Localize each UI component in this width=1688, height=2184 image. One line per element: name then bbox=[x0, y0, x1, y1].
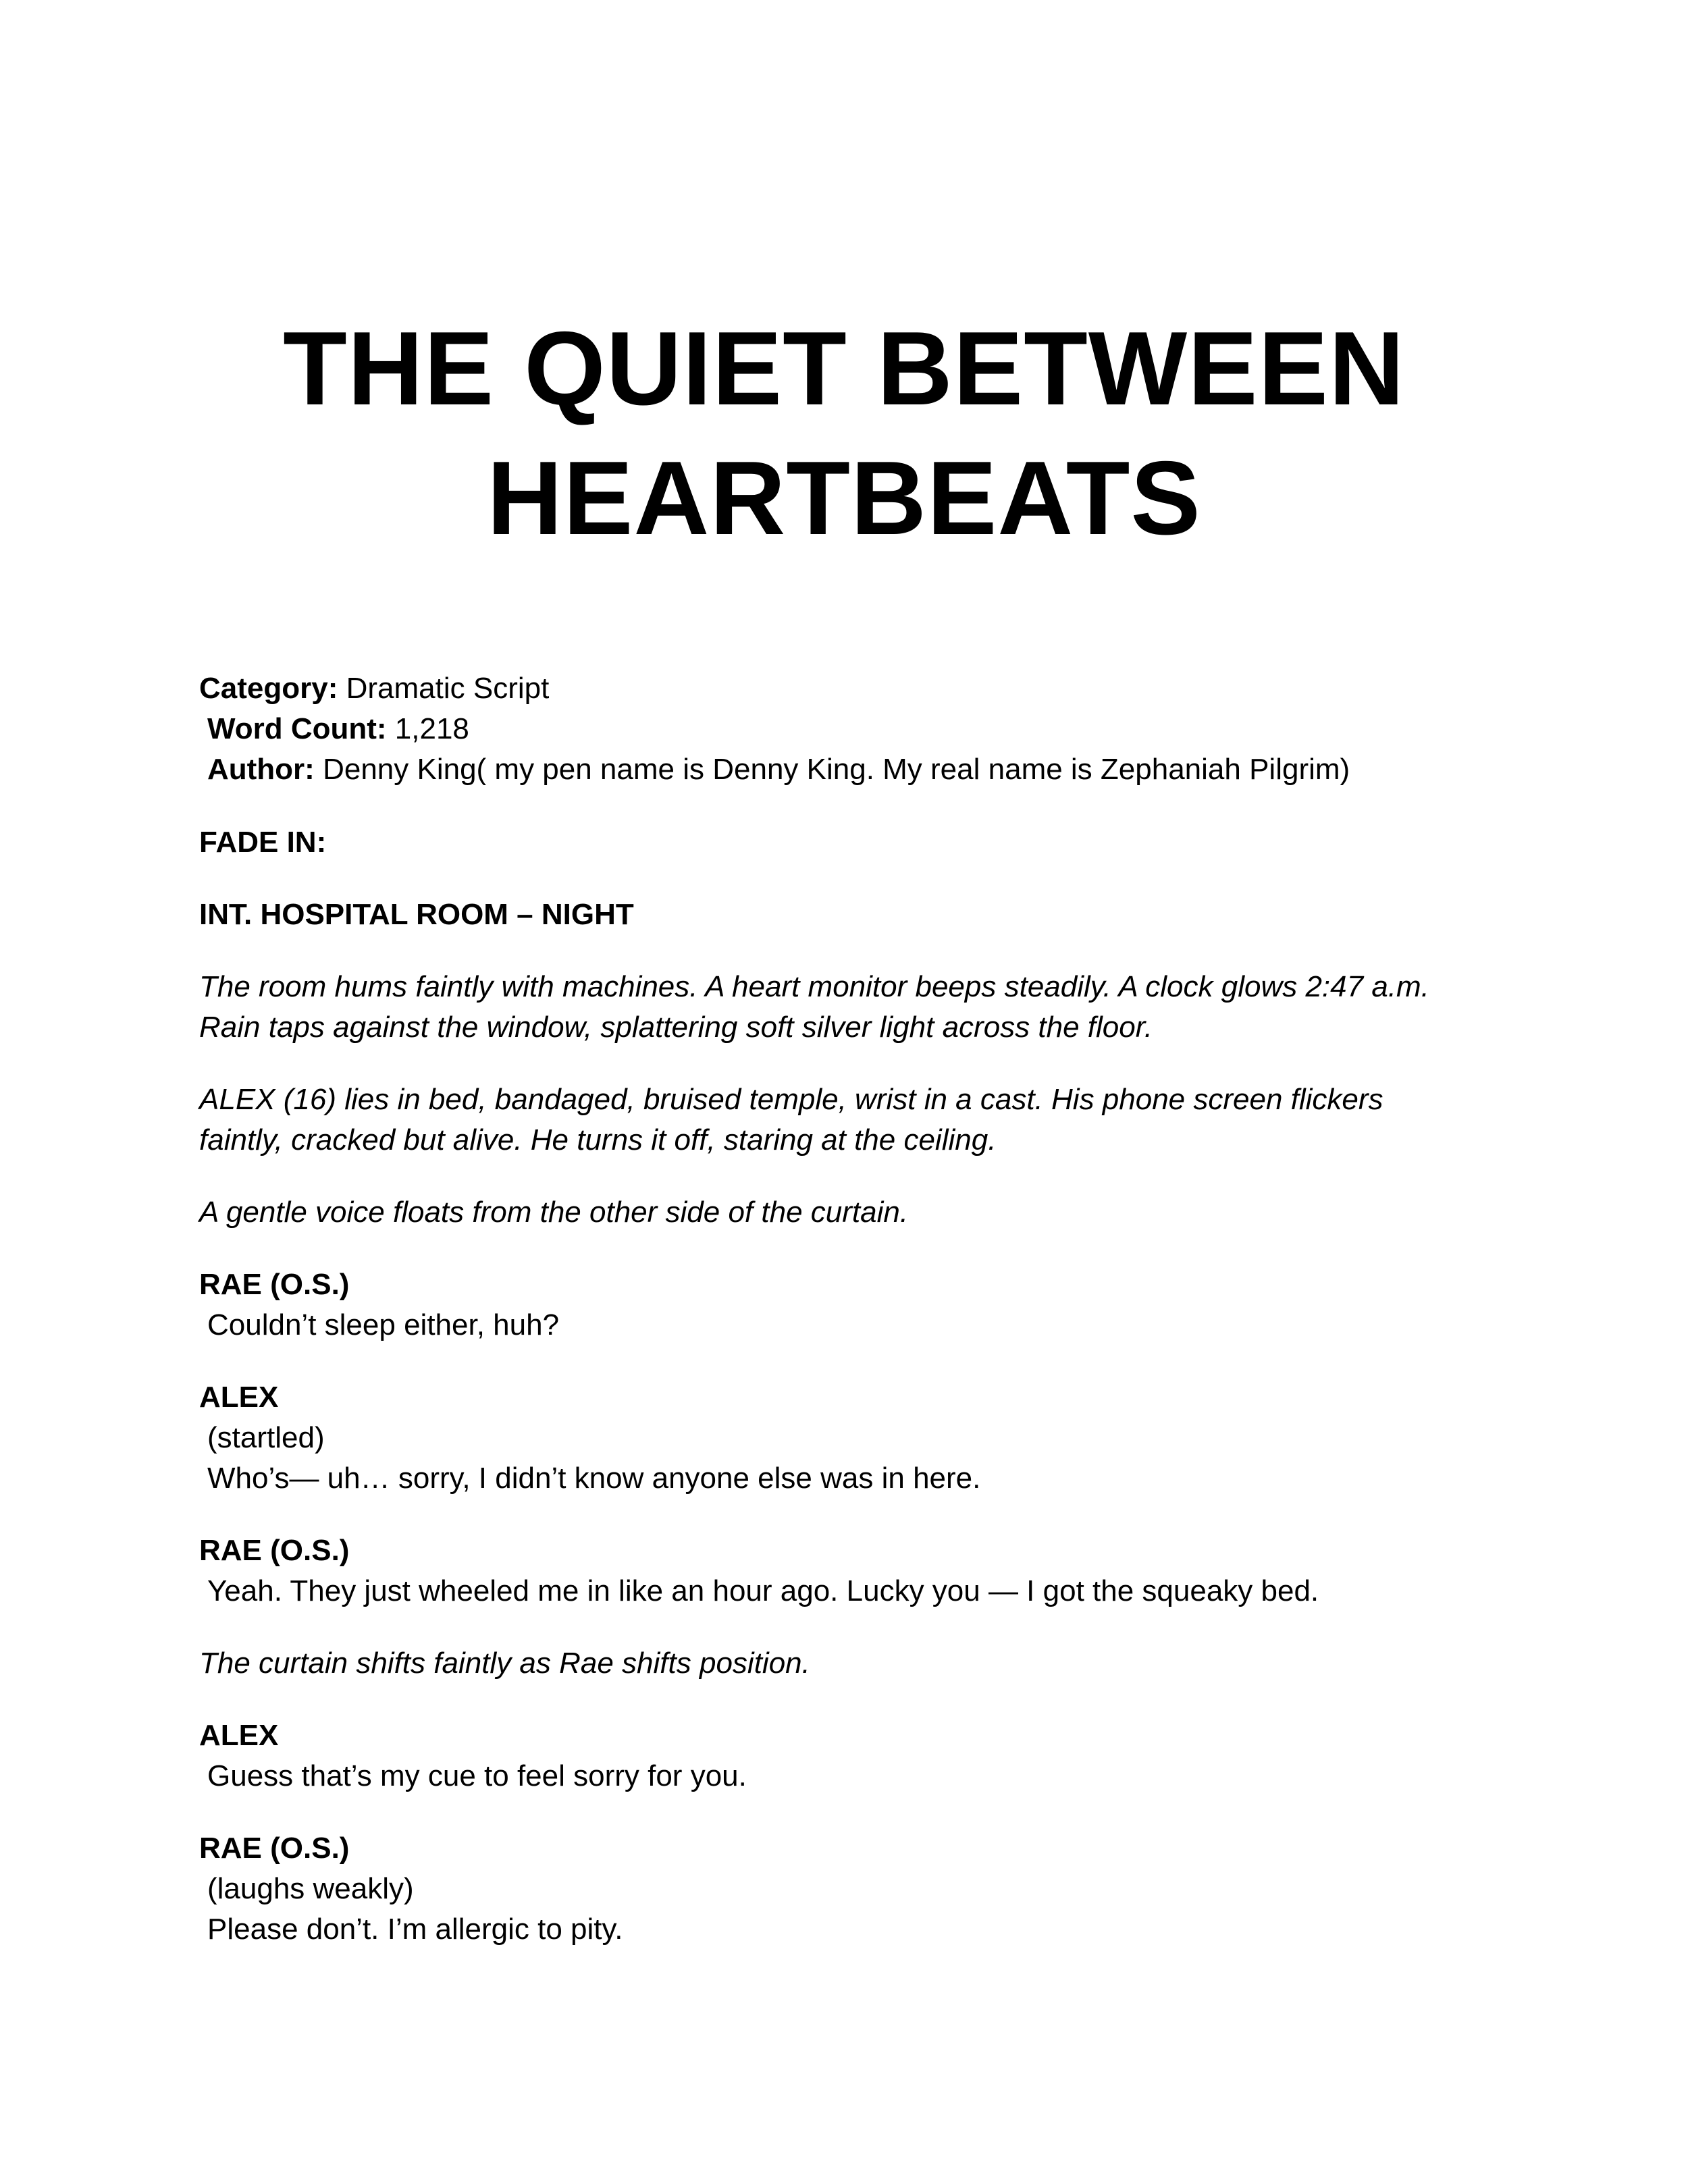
character-name: RAE (O.S.) bbox=[199, 1268, 350, 1301]
parenthetical: (laughs weakly) bbox=[207, 1872, 414, 1905]
author-value: Denny King( my pen name is Denny King. My real name is Zephaniah Pilgrim) bbox=[314, 753, 1350, 786]
category-value: Dramatic Script bbox=[338, 672, 550, 705]
character-name: RAE (O.S.) bbox=[199, 1832, 350, 1865]
dialogue-line: Couldn’t sleep either, huh? bbox=[207, 1308, 560, 1341]
scene-heading: INT. HOSPITAL ROOM – NIGHT bbox=[199, 898, 634, 931]
action-line: The curtain shifts faintly as Rae shifts position. bbox=[199, 1647, 810, 1680]
category-label: Category: bbox=[199, 672, 338, 705]
title-line-2: HEARTBEATS bbox=[487, 440, 1201, 556]
action-line: Rain taps against the window, splattering soft silver light across the floor. bbox=[199, 1011, 1153, 1044]
action-line: The room hums faintly with machines. A heart monitor beeps steadily. A clock glows 2:47 a.m. bbox=[199, 970, 1429, 1003]
dialogue-line: Who’s— uh… sorry, I didn’t know anyone else was in here. bbox=[207, 1462, 981, 1495]
title-line-1: THE QUIET BETWEEN bbox=[283, 310, 1405, 427]
author-label: Author: bbox=[207, 753, 315, 786]
character-name: ALEX bbox=[199, 1719, 279, 1752]
word-count-line bbox=[199, 709, 469, 749]
action-line: A gentle voice floats from the other side of the curtain. bbox=[199, 1196, 909, 1229]
dialogue-line: Yeah. They just wheeled me in like an hour ago. Lucky you — I got the squeaky bed. bbox=[207, 1574, 1319, 1607]
author-line bbox=[199, 749, 1350, 790]
dialogue-line: Please don’t. I’m allergic to pity. bbox=[207, 1913, 623, 1946]
action-line: faintly, cracked but alive. He turns it off, staring at the ceiling. bbox=[199, 1123, 997, 1156]
word-count-label: Word Count: bbox=[207, 712, 387, 745]
character-name: RAE (O.S.) bbox=[199, 1534, 350, 1567]
parenthetical: (startled) bbox=[207, 1421, 325, 1454]
category-line bbox=[199, 668, 549, 709]
dialogue-line: Guess that’s my cue to feel sorry for you. bbox=[207, 1759, 747, 1792]
character-name: ALEX bbox=[199, 1381, 279, 1414]
action-line: ALEX (16) lies in bed, bandaged, bruised temple, wrist in a cast. His phone screen flickers bbox=[199, 1083, 1383, 1116]
fade-in-transition: FADE IN: bbox=[199, 826, 327, 859]
script-title bbox=[0, 304, 1688, 563]
word-count-value: 1,218 bbox=[386, 712, 469, 745]
